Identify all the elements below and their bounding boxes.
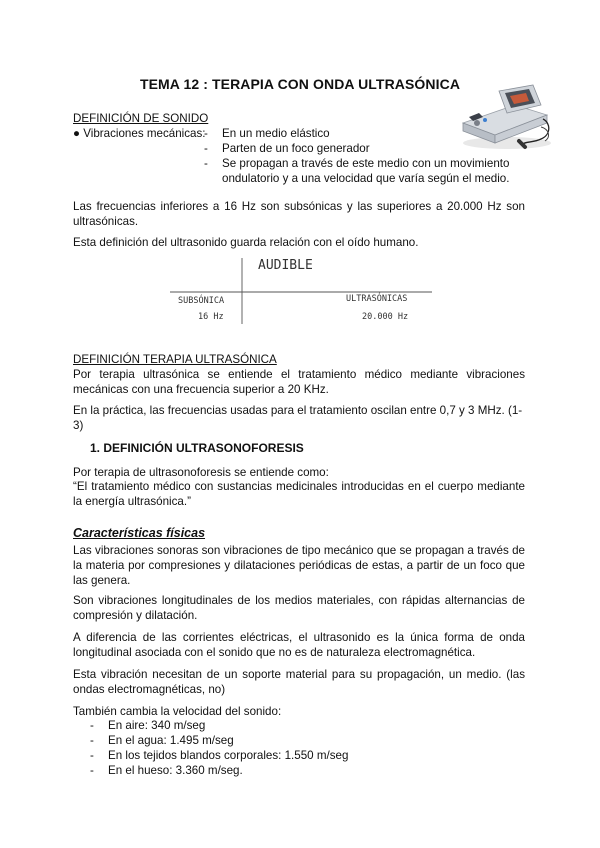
sound-properties-list (200, 126, 530, 186)
bullet-dot: ● (73, 127, 81, 140)
sound-bullet (73, 126, 205, 141)
therapy-definition-heading: DEFINICIÓN TERAPIA ULTRASÓNICA (73, 353, 277, 366)
list-item: - En los tejidos blandos corporales: 1.550 m/seg (86, 748, 526, 763)
diagram-subsonic-value: 16 Hz (198, 312, 224, 322)
audible-range-diagram (170, 256, 440, 326)
ultrasonophoresis-quote: “El tratamiento médico con sustancias medicinales introducidas en el cuerpo mediante la energía ultrasónica.” (73, 480, 525, 508)
physical-characteristics-heading: Características físicas (73, 526, 206, 540)
therapy-paragraph-2: En la práctica, las frecuencias usadas para el tratamiento oscilan entre 0,7 y 3 MHz. (1-3) (73, 404, 523, 432)
physical-paragraph-4: Esta vibración necesitan de un soporte material para su propagación, un medio. (las ondas electromagnéticas, no) (73, 668, 525, 696)
sound-speed-intro: También cambia la velocidad del sonido: (73, 705, 282, 718)
therapy-paragraph-1: Por terapia ultrasónica se entiende el tratamiento médico mediante vibraciones mecánicas con una frecuencia superior a 20 KHz. (73, 368, 525, 396)
list-item: - Parten de un foco generador (200, 141, 530, 156)
list-item: - En un medio elástico (200, 126, 530, 141)
diagram-subsonic-label: SUBSÓNICA (178, 296, 225, 306)
list-item: - En el hueso: 3.360 m/seg. (86, 763, 526, 778)
physical-paragraph-2: Son vibraciones longitudinales de los medios materiales, con rápidas alternancias de compresión y dilatación. (73, 594, 525, 622)
diagram-ultrasonic-label: ULTRASÓNICAS (346, 294, 408, 304)
section-1-heading: 1. DEFINICIÓN ULTRASONOFORESIS (90, 441, 304, 455)
diagram-ultrasonic-value: 20.000 Hz (362, 312, 409, 322)
sound-lead-label: Vibraciones mecánicas: (83, 127, 206, 140)
physical-paragraph-1: Las vibraciones sonoras son vibraciones de tipo mecánico que se propagan a través de la materia por compresiones y dilataciones periódicas de estas, a partir de un foco que las genera. (73, 544, 525, 587)
sound-definition-heading: DEFINICIÓN DE SONIDO (73, 112, 209, 125)
list-item: - En aire: 340 m/seg (86, 718, 526, 733)
list-item: - En el agua: 1.495 m/seg (86, 733, 526, 748)
list-item: - Se propagan a través de este medio con un movimiento ondulatorio y a una velocidad que varía según el medio. (200, 156, 530, 186)
sound-speed-list (86, 718, 526, 778)
ear-paragraph: Esta definición del ultrasonido guarda relación con el oído humano. (73, 236, 419, 249)
ultrasonophoresis-intro: Por terapia de ultrasonoforesis se entiende como: (73, 466, 329, 479)
physical-paragraph-3: A diferencia de las corrientes eléctricas, el ultrasonido es la única forma de onda longitudinal asociada con el sonido que no es de naturaleza electromagnética. (73, 631, 525, 659)
frequency-paragraph: Las frecuencias inferiores a 16 Hz son subsónicas y las superiores a 20.000 Hz son ultrasónicas. (73, 200, 525, 228)
diagram-audible-label: AUDIBLE (258, 258, 313, 273)
page-title: TEMA 12 : TERAPIA CON ONDA ULTRASÓNICA (139, 76, 461, 92)
